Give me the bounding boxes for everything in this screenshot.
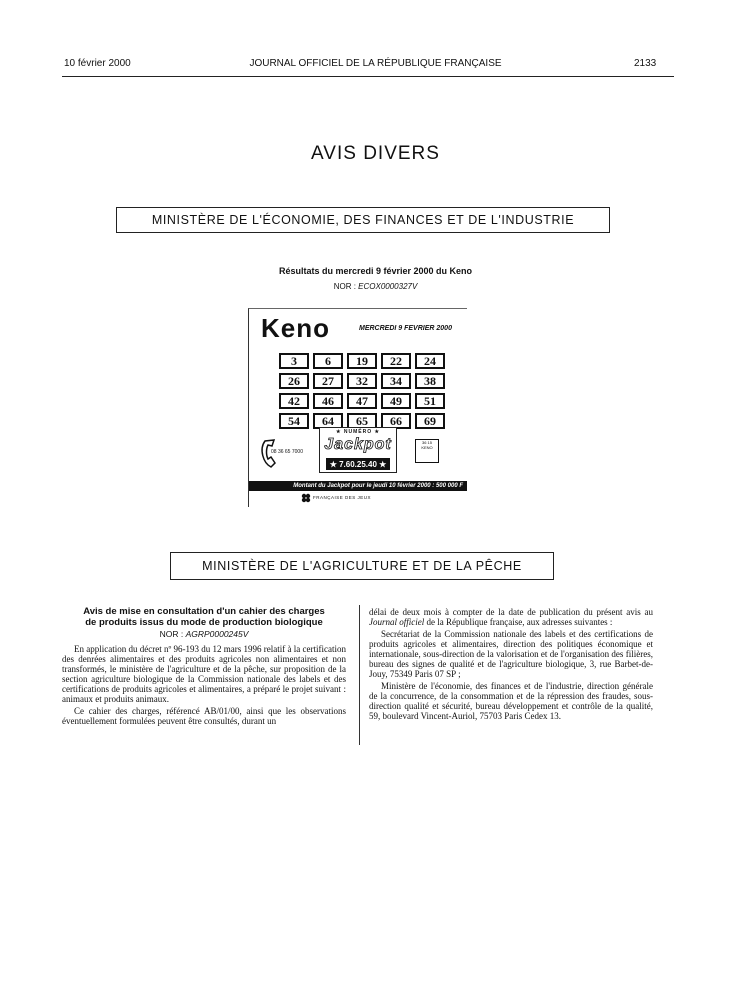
keno-number-cell: 47	[347, 393, 377, 409]
fdj-label: FRANÇAISE DES JEUX	[313, 495, 372, 500]
agri-notice-title-2: de produits issus du mode de production biologique	[85, 616, 323, 628]
keno-number-cell: 65	[347, 413, 377, 429]
keno-number-cell: 27	[313, 373, 343, 389]
minitel-icon	[415, 439, 439, 463]
paragraph: Ministère de l'économie, des finances et de l'industrie, direction générale de la concurrence, de la consommation et de la répression des fraudes, sous-direction qualité et sécurité, bureau développement et contrôle de la qualité, 59, boulevard Vincent-Auriol, 75703 Paris Cedex 13.	[369, 681, 653, 721]
keno-number-cell: 54	[279, 413, 309, 429]
jackpot-box	[319, 427, 397, 473]
keno-logo: Keno	[261, 313, 330, 343]
right-column	[369, 607, 653, 723]
keno-results-panel	[248, 308, 467, 507]
keno-nor-line	[0, 282, 751, 291]
nor-code: ECOX0000327V	[358, 282, 418, 291]
jackpot-word: Jackpot	[324, 436, 392, 453]
jackpot-number: ★ 7.60.25.40 ★	[326, 458, 390, 470]
keno-number-cell: 66	[381, 413, 411, 429]
keno-date: MERCREDI 9 FEVRIER 2000	[359, 325, 452, 332]
text: délai de deux mois à compter de la date de publication du présent avis au	[369, 607, 653, 617]
keno-number-cell: 32	[347, 373, 377, 389]
keno-number-cell: 64	[313, 413, 343, 429]
keno-number-cell: 51	[415, 393, 445, 409]
section-title: AVIS DIVERS	[311, 143, 440, 164]
header-date: 10 février 2000	[64, 58, 131, 69]
keno-number-cell: 22	[381, 353, 411, 369]
phone-number: 08 36 65 7000	[271, 449, 303, 455]
minitel-label: 36 15 KENO	[421, 440, 433, 450]
keno-notice-title: Résultats du mercredi 9 février 2000 du Keno	[278, 266, 473, 276]
header-rule	[62, 76, 674, 77]
keno-number-cell: 24	[415, 353, 445, 369]
column-separator	[359, 605, 360, 745]
nor-code: AGRP0000245V	[185, 629, 249, 639]
ministry-economy-heading: MINISTÈRE DE L'ÉCONOMIE, DES FINANCES ET DE L'INDUSTRIE	[116, 207, 610, 233]
paragraph	[369, 607, 653, 627]
nor-label: NOR :	[159, 629, 184, 639]
paragraph: Ce cahier des charges, référencé AB/01/00, ainsi que les observations éventuellement formulées peuvent être consultés, durant un	[62, 706, 346, 726]
ministry-agriculture-heading: MINISTÈRE DE L'AGRICULTURE ET DE LA PÊCHE	[170, 552, 554, 580]
keno-number-cell: 34	[381, 373, 411, 389]
jackpot-label: ★ NUMÉRO ★	[336, 429, 380, 435]
nor-label: NOR :	[333, 282, 356, 291]
keno-number-cell: 46	[313, 393, 343, 409]
paragraph: En application du décret nº 96-193 du 12 mars 1996 relatif à la certification des denrées alimentaires et des produits agricoles non alimentaires et non transformés, le ministère de l'agriculture et de la pêche, sur proposition de la section agriculture biologique de la Commission nationale des labels et des certifications de produits agricoles et alimentaires, a préparé le projet suivant : animaux et produits animaux.	[62, 644, 346, 704]
journal-title: JOURNAL OFFICIEL DE LA RÉPUBLIQUE FRANÇAISE	[249, 58, 502, 69]
page-number: 2133	[634, 58, 657, 69]
keno-number-cell: 38	[415, 373, 445, 389]
keno-number-cell: 3	[279, 353, 309, 369]
paragraph: Secrétariat de la Commission nationale des labels et des certifications de produits agricoles et alimentaires, direction des politiques économique et internationale, sous-direction de la valorisation et de l'organisation des filières, bureau des signes de qualité et de l'agriculture biologique, 3, rue Barbet-de-Jouy, 75349 Paris 07 SP ;	[369, 629, 653, 679]
journal-name: Journal officiel	[369, 617, 425, 627]
left-column	[62, 607, 346, 728]
keno-number-cell: 26	[279, 373, 309, 389]
keno-number-grid	[279, 353, 445, 429]
text: de la République française, aux adresses suivantes :	[426, 617, 613, 627]
keno-number-cell: 49	[381, 393, 411, 409]
agri-nor-line	[62, 629, 346, 639]
agri-notice-title-1: Avis de mise en consultation d'un cahier des charges	[83, 606, 325, 617]
keno-number-cell: 19	[347, 353, 377, 369]
jackpot-amount-strip: Montant du Jackpot pour le jeudi 10 février 2000 : 500 000 F	[249, 481, 467, 491]
fdj-clover-icon	[301, 493, 311, 503]
keno-number-cell: 6	[313, 353, 343, 369]
keno-number-cell: 42	[279, 393, 309, 409]
keno-number-cell: 69	[415, 413, 445, 429]
